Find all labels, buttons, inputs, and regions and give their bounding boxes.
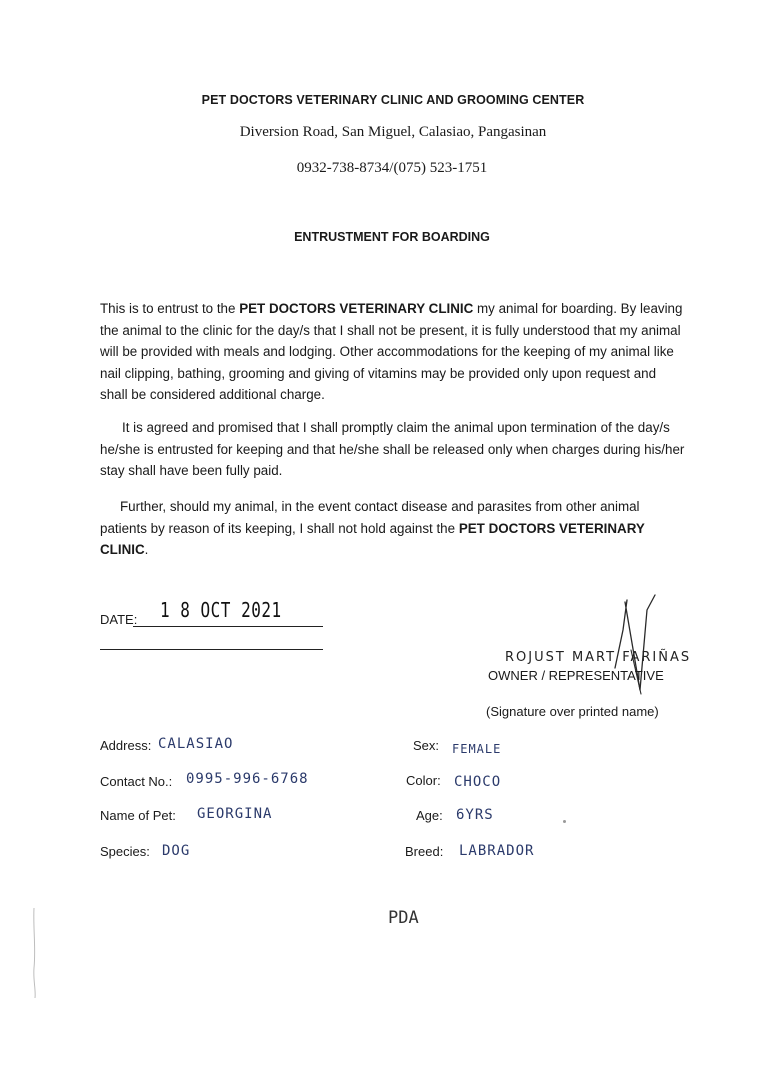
pet-name-label: Name of Pet: xyxy=(100,808,176,823)
clinic-name-bold: PET DOCTORS VETERINARY CLINIC xyxy=(239,301,474,316)
paragraph-text: my animal for boarding. By leaving the animal to the clinic for the day/s that I shall not be present, it is fully understood that my animal will be provided with meals and lodging. Other accommodations for the keeping of my animal like nail clipping, bathing, grooming and giving of vitamins may be provided only upon request and shall be considered additional charge. xyxy=(100,301,683,403)
color-label: Color: xyxy=(406,773,441,788)
clinic-name: PET DOCTORS VETERINARY CLINIC AND GROOMING CENTER xyxy=(201,93,585,107)
breed-value: LABRADOR xyxy=(459,843,535,859)
date-label: DATE: xyxy=(100,612,138,627)
age-label: Age: xyxy=(416,808,443,823)
date-underline xyxy=(133,626,323,627)
paragraph-entrust xyxy=(100,298,685,406)
paragraph-agreement: It is agreed and promised that I shall promptly claim the animal upon termination of the day/s he/she is entrusted for keeping and that he/she shall be released only when charges during his/her stay shall have been fully paid. xyxy=(100,420,685,479)
breed-label: Breed: xyxy=(405,844,444,859)
sex-label: Sex: xyxy=(413,738,440,753)
owner-label: OWNER / REPRESENTATIVE xyxy=(488,668,664,683)
address-label: Address: xyxy=(100,738,152,753)
scan-speck xyxy=(563,820,566,823)
sex-value: FEMALE xyxy=(452,742,502,756)
contact-label: Contact No.: xyxy=(100,774,173,789)
clinic-address: Diversion Road, San Miguel, Calasiao, Pangasinan xyxy=(239,124,547,140)
scan-edge-mark xyxy=(30,908,40,998)
species-label: Species: xyxy=(100,844,150,859)
handwritten-annotation: PDA xyxy=(388,908,419,928)
owner-printed-name: ROJUST MART FARIÑAS xyxy=(505,650,692,665)
paragraph-liability xyxy=(100,496,685,561)
address-value: CALASIAO xyxy=(158,736,234,752)
clinic-phone: 0932-738-8734/(075) 523-1751 xyxy=(296,160,488,176)
age-value: 6YRS xyxy=(456,807,494,823)
paragraph-text: This is to entrust to the xyxy=(100,301,240,316)
document-title: ENTRUSTMENT FOR BOARDING xyxy=(294,230,490,244)
clinic-name-bold: PET DOCTORS VETERINARY CLINIC xyxy=(100,520,645,558)
signature-note: (Signature over printed name) xyxy=(486,704,659,719)
contact-value: 0995-996-6768 xyxy=(186,771,309,787)
species-value: DOG xyxy=(162,843,191,859)
blank-underline xyxy=(100,649,323,650)
date-stamp: 1 8 OCT 2021 xyxy=(160,598,282,622)
pet-name-value: GEORGINA xyxy=(197,806,273,822)
paragraph-text: Further, should my animal, in the event contact disease and parasites from other animal patients by reason of its keeping, I shall not hold against the xyxy=(100,499,640,536)
owner-signature xyxy=(585,590,705,700)
color-value: CHOCO xyxy=(454,774,502,790)
paragraph-text: . xyxy=(144,542,149,558)
